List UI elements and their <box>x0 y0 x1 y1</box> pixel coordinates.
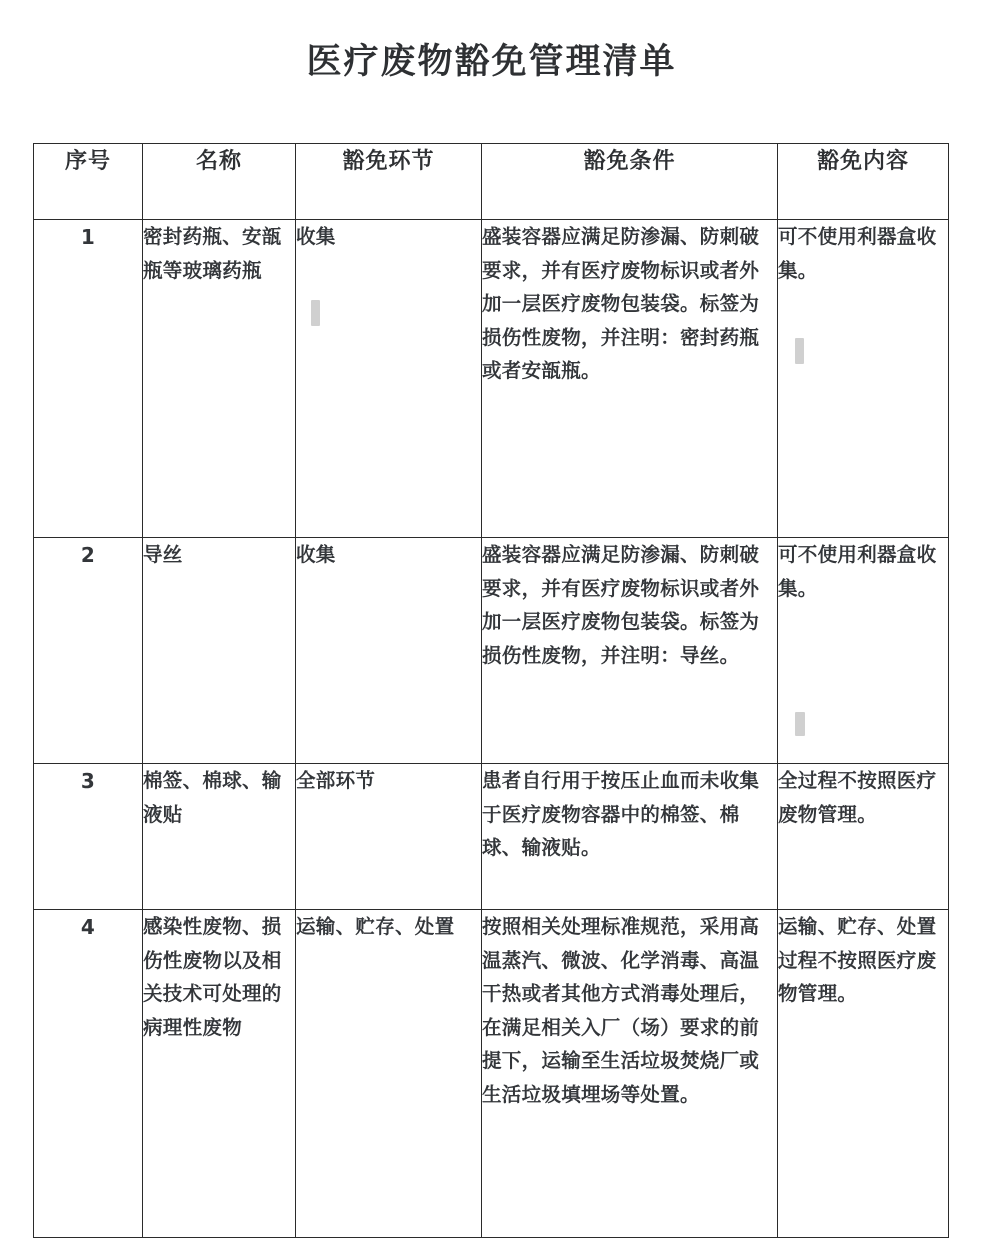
cell-exempt-content <box>778 764 949 910</box>
cell-exempt-stage <box>296 538 482 764</box>
table-body <box>34 220 949 1238</box>
table-header-row <box>34 144 949 220</box>
cell-content-text: 可不使用利器盒收集。 <box>778 543 937 600</box>
cell-condition-text: 盛装容器应满足防渗漏、防刺破要求，并有医疗废物标识或者外加一层医疗废物包装袋。标签为损伤性废物，并注明：密封药瓶或者安瓿瓶。 <box>482 225 760 383</box>
table-row <box>34 910 949 1238</box>
cell-exempt-condition <box>482 220 778 538</box>
cell-content-text: 可不使用利器盒收集。 <box>778 225 937 282</box>
cell-exempt-condition <box>482 910 778 1238</box>
table-row <box>34 220 949 538</box>
cell-serial-number: 4 <box>34 910 143 1238</box>
cell-serial-number: 3 <box>34 764 143 910</box>
table-row <box>34 764 949 910</box>
cell-condition-text: 盛装容器应满足防渗漏、防刺破要求，并有医疗废物标识或者外加一层医疗废物包装袋。标签为损伤性废物，并注明：导丝。 <box>482 543 760 667</box>
cell-exempt-content <box>778 910 949 1238</box>
page-title: 医疗废物豁免管理清单 <box>306 42 677 83</box>
column-header-name: 名称 <box>143 144 296 220</box>
table-row <box>34 538 949 764</box>
column-header-serial-number: 序号 <box>34 144 143 220</box>
cell-exempt-stage <box>296 910 482 1238</box>
cell-name <box>143 910 296 1238</box>
cell-stage-text: 运输、贮存、处置 <box>296 915 455 938</box>
cell-name-text: 密封药瓶、安瓿瓶等玻璃药瓶 <box>143 225 282 282</box>
cell-stage-text: 收集 <box>296 543 336 566</box>
cell-name-text: 导丝 <box>143 543 183 566</box>
cell-exempt-content <box>778 538 949 764</box>
cell-serial-number: 1 <box>34 220 143 538</box>
cell-condition-text: 按照相关处理标准规范，采用高温蒸汽、微波、化学消毒、高温干热或者其他方式消毒处理后，在满足相关入厂（场）要求的前提下，运输至生活垃圾焚烧厂或生活垃圾填埋场等处置。 <box>482 915 760 1106</box>
column-header-exempt-condition: 豁免条件 <box>482 144 778 220</box>
cell-exempt-condition <box>482 538 778 764</box>
cell-name <box>143 764 296 910</box>
cell-name-text: 棉签、棉球、输液贴 <box>143 769 282 826</box>
medical-waste-exemption-table <box>33 143 949 1238</box>
cell-stage-text: 全部环节 <box>296 769 376 792</box>
exemption-table-container <box>33 143 948 1232</box>
cell-content-text: 运输、贮存、处置过程不按照医疗废物管理。 <box>778 915 937 1006</box>
column-header-exempt-content: 豁免内容 <box>778 144 949 220</box>
cell-exempt-stage <box>296 220 482 538</box>
cell-name-text: 感染性废物、损伤性废物以及相关技术可处理的病理性废物 <box>143 915 282 1039</box>
cell-condition-text: 患者自行用于按压止血而未收集于医疗废物容器中的棉签、棉球、输液贴。 <box>482 769 760 860</box>
cell-stage-text: 收集 <box>296 225 336 248</box>
table-header <box>34 144 949 220</box>
cell-exempt-stage <box>296 764 482 910</box>
cell-name <box>143 538 296 764</box>
cell-exempt-condition <box>482 764 778 910</box>
cell-serial-number: 2 <box>34 538 143 764</box>
cell-content-text: 全过程不按照医疗废物管理。 <box>778 769 937 826</box>
cell-exempt-content <box>778 220 949 538</box>
cell-name <box>143 220 296 538</box>
column-header-exempt-stage: 豁免环节 <box>296 144 482 220</box>
